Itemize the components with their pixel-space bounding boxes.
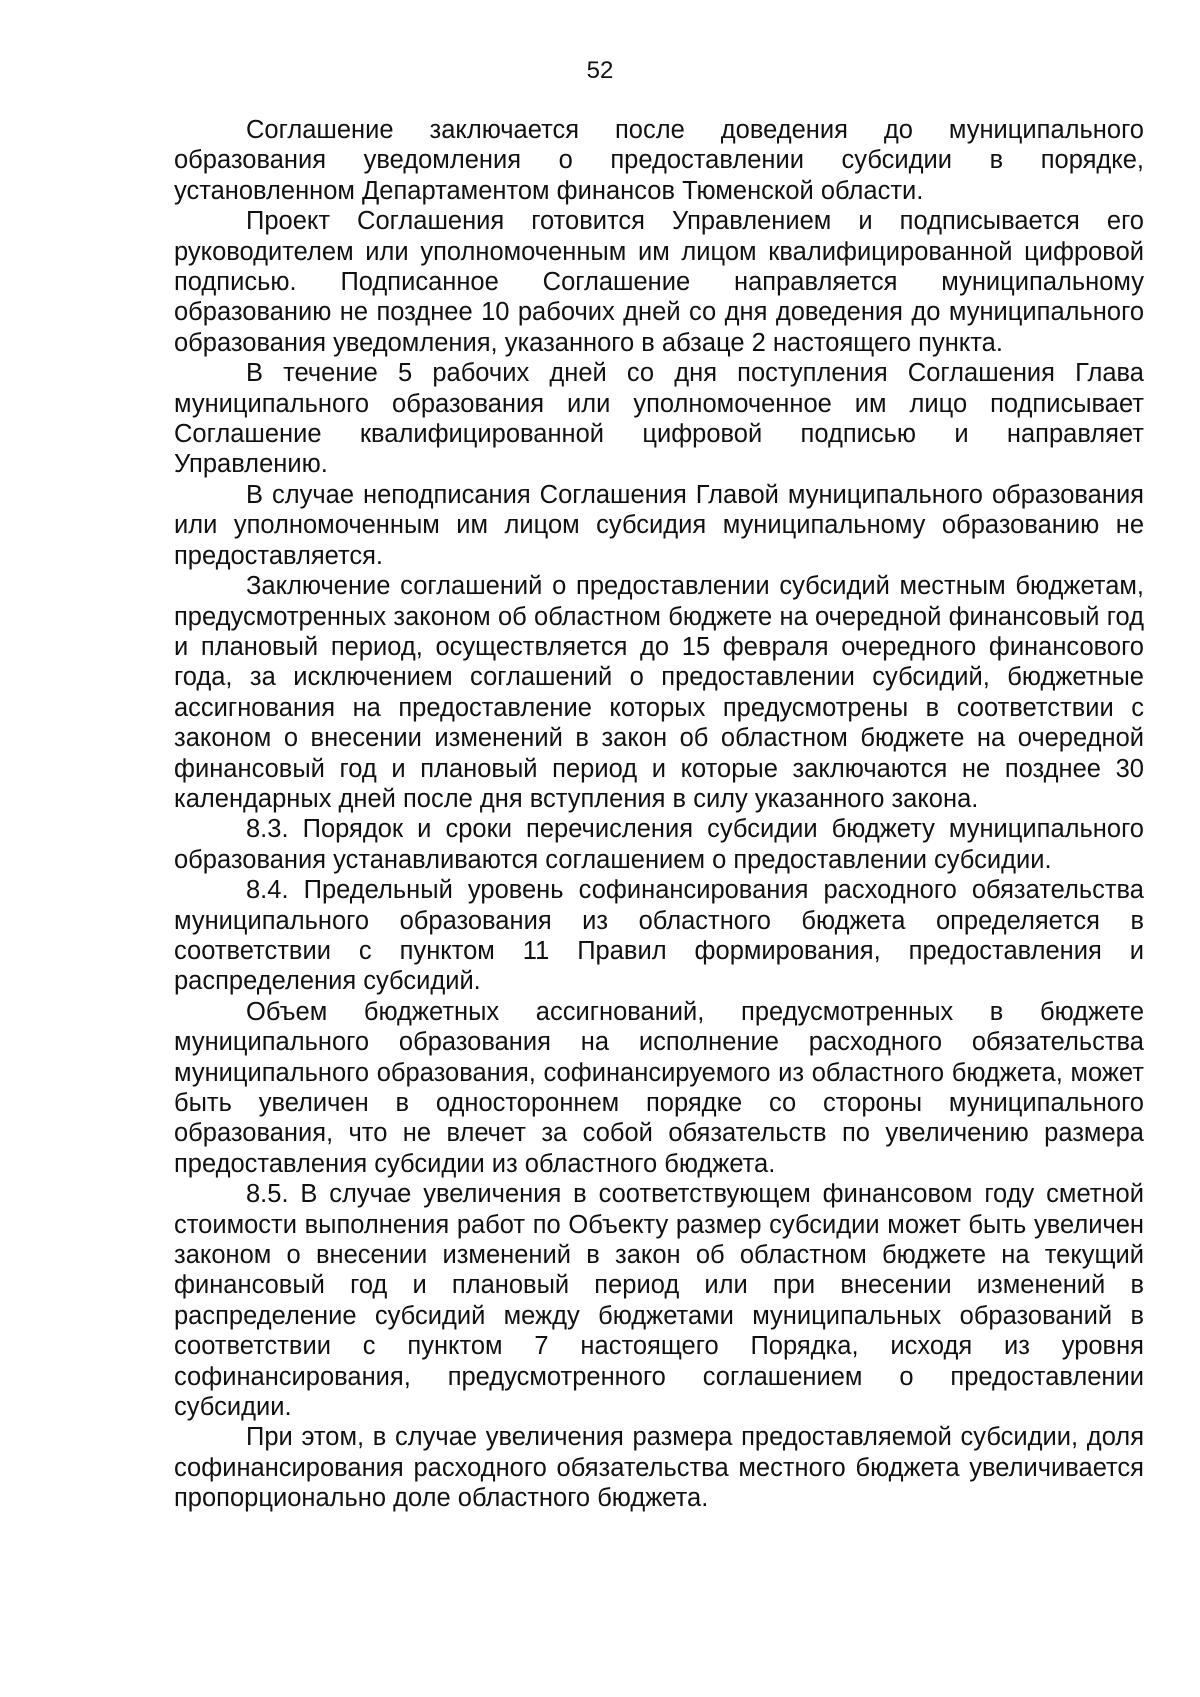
document-body	[174, 115, 1144, 1514]
paragraph-8-5: 8.5. В случае увеличения в соответствующем финансовом году сметной стоимости выполнения работ по Объекту размер субсидии может быть увеличен законом о внесении изменений в закон об областном бюджете на текущий финансовый год и плановый период или при внесении изменений в распределение субсидий между бюджетами муниципальных образований в соответствии с пунктом 7 настоящего Порядка, исходя из уровня софинансирования, предусмотренного соглашением о предоставлении субсидии.	[174, 1180, 1144, 1422]
paragraph-budget-volume: Объем бюджетных ассигнований, предусмотренных в бюджете муниципального образования на исполнение расходного обязательства муниципального образования, софинансируемого из областного бюджета, может быть увеличен в одностороннем порядке со стороны муниципального образования, что не влечет за собой обязательств по увеличению размера предоставления субсидии из областного бюджета.	[174, 997, 1144, 1178]
paragraph-agreement-deadline: Заключение соглашений о предоставлении субсидий местным бюджетам, предусмотренных законом об областном бюджете на очередной финансовый год и плановый период, осуществляется до 15 февраля очередного финансового года, за исключением соглашений о предоставлении субсидий, бюджетные ассигнования на предоставление которых предусмотрены в соответствии с законом о внесении изменений в закон об областном бюджете на очередной финансовый год и плановый период и которые заключаются не позднее 30 календарных дней после дня вступления в силу указанного закона.	[174, 572, 1144, 813]
paragraph-cofinancing-share: При этом, в случае увеличения размера предоставляемой субсидии, доля софинансирования расходного обязательства местного бюджета увеличивается пропорционально доле областного бюджета.	[174, 1423, 1144, 1513]
paragraph-non-signing: В случае неподписания Соглашения Главой муниципального образования или уполномоченным им лицом субсидия муниципальному образованию не предоставляется.	[174, 480, 1144, 570]
paragraph-agreement-draft: Проект Соглашения готовится Управлением и подписывается его руководителем или уполномоченным им лицом квалифицированной цифровой подписью. Подписанное Соглашение направляется муниципальному образованию не позднее 10 рабочих дней со дня доведения до муниципального образования уведомления, указанного в абзаце 2 настоящего пункта.	[174, 207, 1144, 357]
paragraph-agreement-signing: В течение 5 рабочих дней со дня поступления Соглашения Глава муниципального образования или уполномоченное им лицо подписывает Соглашение квалифицированной цифровой подписью и направляет Управлению.	[174, 359, 1144, 479]
paragraph-agreement-conclusion: Соглашение заключается после доведения до муниципального образования уведомления о предоставлении субсидии в порядке, установленном Департаментом финансов Тюменской области.	[174, 116, 1144, 205]
paragraph-8-4: 8.4. Предельный уровень софинансирования расходного обязательства муниципального образования из областного бюджета определяется в соответствии с пунктом 11 Правил формирования, предоставления и распределения субсидий.	[174, 876, 1144, 996]
page-number: 52	[586, 57, 614, 84]
paragraph-8-3: 8.3. Порядок и сроки перечисления субсидии бюджету муниципального образования устанавливаются соглашением о предоставлении субсидии.	[174, 815, 1144, 874]
